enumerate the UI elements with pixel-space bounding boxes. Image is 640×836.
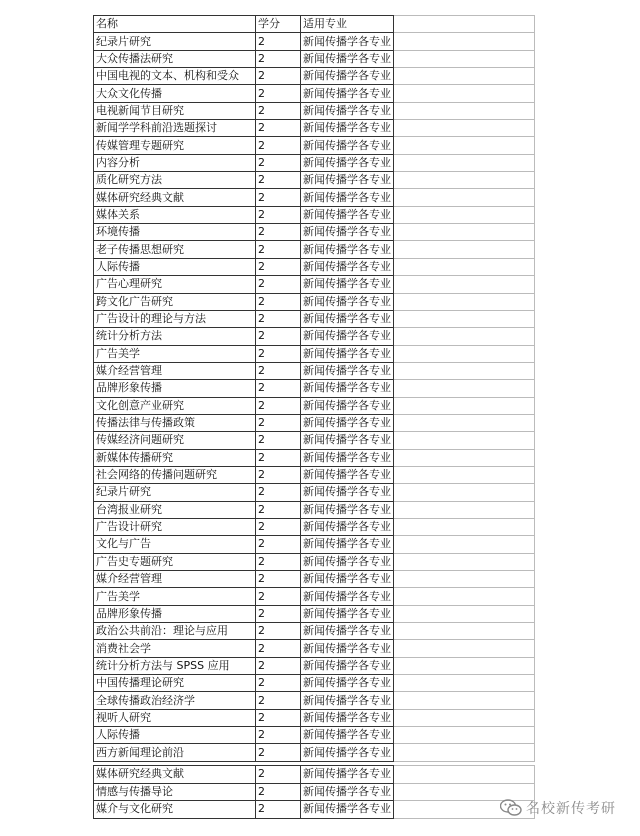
major-cell: 新闻传播学各专业 — [301, 432, 394, 449]
credit-cell: 2 — [256, 397, 301, 414]
credit-cell: 2 — [256, 414, 301, 431]
course-name-cell: 跨文化广告研究 — [94, 293, 256, 310]
major-cell: 新闻传播学各专业 — [301, 293, 394, 310]
credit-cell: 2 — [256, 345, 301, 362]
course-name-cell: 广告设计研究 — [94, 518, 256, 535]
credit-cell: 2 — [256, 709, 301, 726]
course-name-cell: 新闻学学科前沿选题探讨 — [94, 120, 256, 137]
credit-cell: 2 — [256, 466, 301, 483]
table-row — [94, 744, 535, 761]
major-cell: 新闻传播学各专业 — [301, 675, 394, 692]
table-row — [94, 380, 535, 397]
blank-cell — [394, 380, 535, 397]
table-row — [94, 310, 535, 327]
major-cell: 新闻传播学各专业 — [301, 414, 394, 431]
blank-cell — [394, 68, 535, 85]
blank-cell — [394, 310, 535, 327]
table-row — [94, 432, 535, 449]
blank-cell — [394, 675, 535, 692]
credit-cell: 2 — [256, 518, 301, 535]
course-name-cell: 广告美学 — [94, 345, 256, 362]
table-row — [94, 623, 535, 640]
major-cell: 新闻传播学各专业 — [301, 766, 394, 784]
major-cell: 新闻传播学各专业 — [301, 501, 394, 518]
blank-cell — [394, 102, 535, 119]
blank-cell — [394, 657, 535, 674]
course-name-cell: 品牌形象传播 — [94, 380, 256, 397]
major-cell: 新闻传播学各专业 — [301, 605, 394, 622]
blank-cell — [394, 766, 535, 784]
course-name-cell: 媒体研究经典文献 — [94, 189, 256, 206]
blank-cell — [394, 154, 535, 171]
major-cell: 新闻传播学各专业 — [301, 68, 394, 85]
table-row — [94, 536, 535, 553]
blank-cell — [394, 293, 535, 310]
blank-cell — [394, 241, 535, 258]
major-cell: 新闻传播学各专业 — [301, 588, 394, 605]
blank-cell — [394, 206, 535, 223]
course-name-cell: 纪录片研究 — [94, 33, 256, 50]
credit-cell: 2 — [256, 432, 301, 449]
table-row — [94, 33, 535, 50]
table-row — [94, 692, 535, 709]
blank-cell — [394, 709, 535, 726]
major-cell: 新闻传播学各专业 — [301, 571, 394, 588]
major-cell: 新闻传播学各专业 — [301, 345, 394, 362]
blank-cell — [394, 640, 535, 657]
credit-cell: 2 — [256, 727, 301, 744]
watermark — [500, 798, 616, 818]
blank-cell — [394, 50, 535, 67]
blank-cell — [394, 33, 535, 50]
major-cell: 新闻传播学各专业 — [301, 154, 394, 171]
watermark-text: 名校新传考研 — [526, 801, 616, 817]
table-row — [94, 120, 535, 137]
course-name-cell: 统计分析方法 — [94, 328, 256, 345]
course-name-cell: 环境传播 — [94, 224, 256, 241]
credit-cell: 2 — [256, 258, 301, 275]
credit-cell: 2 — [256, 50, 301, 67]
table-row — [94, 727, 535, 744]
blank-cell — [394, 345, 535, 362]
table-row — [94, 345, 535, 362]
credit-cell: 2 — [256, 623, 301, 640]
major-cell: 新闻传播学各专业 — [301, 102, 394, 119]
major-cell: 新闻传播学各专业 — [301, 727, 394, 744]
major-cell: 新闻传播学各专业 — [301, 783, 394, 801]
course-name-cell: 媒体研究经典文献 — [94, 766, 256, 784]
table-row — [94, 588, 535, 605]
blank-cell — [394, 449, 535, 466]
course-name-cell: 广告史专题研究 — [94, 553, 256, 570]
credit-cell: 2 — [256, 484, 301, 501]
credit-cell: 2 — [256, 224, 301, 241]
blank-cell — [394, 692, 535, 709]
blank-cell — [394, 536, 535, 553]
table-row — [94, 709, 535, 726]
table-row — [94, 657, 535, 674]
table-row — [94, 50, 535, 67]
blank-cell — [394, 120, 535, 137]
credit-cell: 2 — [256, 501, 301, 518]
course-name-cell: 老子传播思想研究 — [94, 241, 256, 258]
table-row — [94, 102, 535, 119]
credit-cell: 2 — [256, 362, 301, 379]
credit-cell: 2 — [256, 640, 301, 657]
blank-cell — [394, 553, 535, 570]
major-cell: 新闻传播学各专业 — [301, 310, 394, 327]
credit-cell: 2 — [256, 553, 301, 570]
blank-cell — [394, 362, 535, 379]
major-cell: 新闻传播学各专业 — [301, 657, 394, 674]
course-name-cell: 传媒经济问题研究 — [94, 432, 256, 449]
credit-cell: 2 — [256, 783, 301, 801]
credit-cell: 2 — [256, 692, 301, 709]
blank-cell — [394, 432, 535, 449]
table-row — [94, 766, 535, 784]
course-name-cell: 文化与广告 — [94, 536, 256, 553]
major-cell: 新闻传播学各专业 — [301, 276, 394, 293]
blank-cell — [394, 16, 535, 33]
blank-cell — [394, 137, 535, 154]
blank-cell — [394, 328, 535, 345]
table-row — [94, 224, 535, 241]
course-name-cell: 广告美学 — [94, 588, 256, 605]
blank-cell — [394, 414, 535, 431]
course-name-cell: 情感与传播导论 — [94, 783, 256, 801]
course-name-cell: 全球传播政治经济学 — [94, 692, 256, 709]
credit-cell: 2 — [256, 657, 301, 674]
course-name-cell: 统计分析方法与 SPSS 应用 — [94, 657, 256, 674]
course-name-cell: 广告设计的理论与方法 — [94, 310, 256, 327]
credit-cell: 2 — [256, 241, 301, 258]
major-cell: 新闻传播学各专业 — [301, 362, 394, 379]
credit-cell: 2 — [256, 68, 301, 85]
table-row — [94, 293, 535, 310]
blank-cell — [394, 501, 535, 518]
header-credit: 学分 — [256, 16, 301, 33]
blank-cell — [394, 189, 535, 206]
credit-cell: 2 — [256, 293, 301, 310]
credit-cell: 2 — [256, 605, 301, 622]
credit-cell: 2 — [256, 449, 301, 466]
credit-cell: 2 — [256, 276, 301, 293]
blank-cell — [394, 571, 535, 588]
credit-cell: 2 — [256, 310, 301, 327]
blank-cell — [394, 727, 535, 744]
course-name-cell: 电视新闻节目研究 — [94, 102, 256, 119]
table-row — [94, 553, 535, 570]
table-row — [94, 362, 535, 379]
course-table — [93, 15, 535, 762]
credit-cell: 2 — [256, 801, 301, 819]
credit-cell: 2 — [256, 328, 301, 345]
major-cell: 新闻传播学各专业 — [301, 33, 394, 50]
major-cell: 新闻传播学各专业 — [301, 744, 394, 761]
header-name: 名称 — [94, 16, 256, 33]
table-row — [94, 85, 535, 102]
major-cell: 新闻传播学各专业 — [301, 553, 394, 570]
course-name-cell: 社会网络的传播问题研究 — [94, 466, 256, 483]
credit-cell: 2 — [256, 744, 301, 761]
course-name-cell: 媒体关系 — [94, 206, 256, 223]
table-row — [94, 189, 535, 206]
course-name-cell: 大众文化传播 — [94, 85, 256, 102]
course-name-cell: 大众传播法研究 — [94, 50, 256, 67]
major-cell: 新闻传播学各专业 — [301, 241, 394, 258]
course-table-continued — [93, 765, 535, 819]
major-cell: 新闻传播学各专业 — [301, 466, 394, 483]
course-name-cell: 质化研究方法 — [94, 172, 256, 189]
table-row — [94, 154, 535, 171]
credit-cell: 2 — [256, 766, 301, 784]
blank-cell — [394, 588, 535, 605]
major-cell: 新闻传播学各专业 — [301, 640, 394, 657]
blank-cell — [394, 85, 535, 102]
blank-cell — [394, 172, 535, 189]
major-cell: 新闻传播学各专业 — [301, 484, 394, 501]
major-cell: 新闻传播学各专业 — [301, 172, 394, 189]
course-name-cell: 品牌形象传播 — [94, 605, 256, 622]
blank-cell — [394, 518, 535, 535]
major-cell: 新闻传播学各专业 — [301, 801, 394, 819]
table-row — [94, 137, 535, 154]
table-row — [94, 518, 535, 535]
course-name-cell: 中国传播理论研究 — [94, 675, 256, 692]
blank-cell — [394, 623, 535, 640]
table-row — [94, 328, 535, 345]
table-row — [94, 276, 535, 293]
major-cell: 新闻传播学各专业 — [301, 189, 394, 206]
credit-cell: 2 — [256, 137, 301, 154]
table-row — [94, 258, 535, 275]
major-cell: 新闻传播学各专业 — [301, 50, 394, 67]
table-row — [94, 241, 535, 258]
table-row — [94, 172, 535, 189]
major-cell: 新闻传播学各专业 — [301, 692, 394, 709]
table-row — [94, 501, 535, 518]
course-name-cell: 新媒体传播研究 — [94, 449, 256, 466]
credit-cell: 2 — [256, 33, 301, 50]
blank-cell — [394, 466, 535, 483]
header-major: 适用专业 — [301, 16, 394, 33]
blank-cell — [394, 484, 535, 501]
table-row — [94, 68, 535, 85]
major-cell: 新闻传播学各专业 — [301, 518, 394, 535]
credit-cell: 2 — [256, 380, 301, 397]
course-name-cell: 西方新闻理论前沿 — [94, 744, 256, 761]
course-name-cell: 传播法律与传播政策 — [94, 414, 256, 431]
major-cell: 新闻传播学各专业 — [301, 623, 394, 640]
wechat-icon — [500, 799, 522, 817]
table-row — [94, 640, 535, 657]
blank-cell — [394, 276, 535, 293]
major-cell: 新闻传播学各专业 — [301, 224, 394, 241]
course-name-cell: 媒介经营管理 — [94, 362, 256, 379]
credit-cell: 2 — [256, 675, 301, 692]
table-row — [94, 801, 535, 819]
major-cell: 新闻传播学各专业 — [301, 397, 394, 414]
credit-cell: 2 — [256, 588, 301, 605]
blank-cell — [394, 258, 535, 275]
course-name-cell: 纪录片研究 — [94, 484, 256, 501]
course-name-cell: 视听人研究 — [94, 709, 256, 726]
blank-cell — [394, 397, 535, 414]
table-row — [94, 466, 535, 483]
major-cell: 新闻传播学各专业 — [301, 709, 394, 726]
blank-cell — [394, 224, 535, 241]
table-row — [94, 397, 535, 414]
major-cell: 新闻传播学各专业 — [301, 85, 394, 102]
table-row — [94, 783, 535, 801]
course-name-cell: 台湾报业研究 — [94, 501, 256, 518]
blank-cell — [394, 605, 535, 622]
course-name-cell: 文化创意产业研究 — [94, 397, 256, 414]
course-name-cell: 政治公共前沿：理论与应用 — [94, 623, 256, 640]
credit-cell: 2 — [256, 536, 301, 553]
course-name-cell: 人际传播 — [94, 258, 256, 275]
credit-cell: 2 — [256, 120, 301, 137]
table-row — [94, 206, 535, 223]
table-row — [94, 414, 535, 431]
credit-cell: 2 — [256, 206, 301, 223]
course-name-cell: 广告心理研究 — [94, 276, 256, 293]
credit-cell: 2 — [256, 102, 301, 119]
major-cell: 新闻传播学各专业 — [301, 380, 394, 397]
major-cell: 新闻传播学各专业 — [301, 536, 394, 553]
course-name-cell: 中国电视的文本、机构和受众 — [94, 68, 256, 85]
table-row — [94, 449, 535, 466]
course-name-cell: 人际传播 — [94, 727, 256, 744]
course-name-cell: 媒介经营管理 — [94, 571, 256, 588]
major-cell: 新闻传播学各专业 — [301, 328, 394, 345]
credit-cell: 2 — [256, 85, 301, 102]
credit-cell: 2 — [256, 189, 301, 206]
table-header-row — [94, 16, 535, 33]
credit-cell: 2 — [256, 571, 301, 588]
course-name-cell: 传媒管理专题研究 — [94, 137, 256, 154]
blank-cell — [394, 744, 535, 761]
course-name-cell: 消费社会学 — [94, 640, 256, 657]
table-row — [94, 605, 535, 622]
course-name-cell: 媒介与文化研究 — [94, 801, 256, 819]
table-row — [94, 484, 535, 501]
credit-cell: 2 — [256, 172, 301, 189]
major-cell: 新闻传播学各专业 — [301, 206, 394, 223]
major-cell: 新闻传播学各专业 — [301, 258, 394, 275]
major-cell: 新闻传播学各专业 — [301, 120, 394, 137]
credit-cell: 2 — [256, 154, 301, 171]
course-name-cell: 内容分析 — [94, 154, 256, 171]
table-row — [94, 675, 535, 692]
major-cell: 新闻传播学各专业 — [301, 449, 394, 466]
major-cell: 新闻传播学各专业 — [301, 137, 394, 154]
table-row — [94, 571, 535, 588]
